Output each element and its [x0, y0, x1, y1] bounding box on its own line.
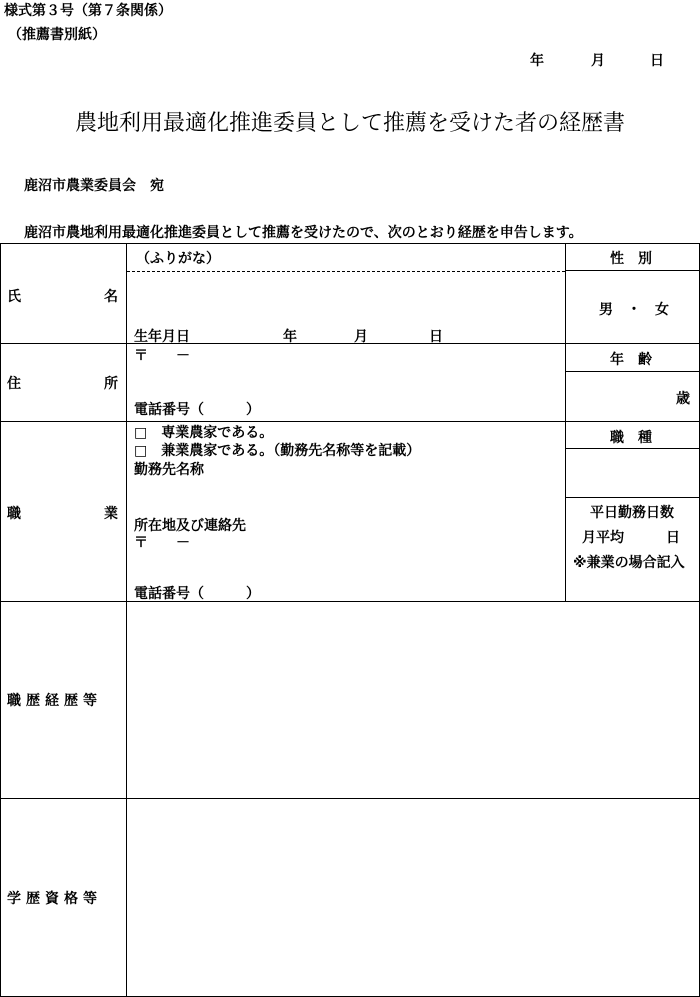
birth-day-label: 日 [429, 329, 443, 345]
rule [126, 243, 127, 997]
education-label: 学歴資格等 [7, 891, 102, 907]
age-header: 年 齢 [610, 352, 652, 368]
gender-header: 性 別 [610, 251, 652, 267]
rule [0, 243, 700, 244]
address-label-1: 住 [7, 376, 21, 392]
monthly-average: 月平均 日 [582, 530, 680, 546]
occupation-label-2: 業 [104, 506, 118, 522]
rule [0, 343, 700, 344]
address-label-2: 所 [104, 376, 118, 392]
parttime-note: ※兼業の場合記入 [573, 555, 685, 571]
rule [565, 371, 700, 372]
workplace-name-label: 勤務先名称 [134, 462, 204, 478]
name-label-2: 名 [104, 289, 118, 305]
rule [0, 421, 700, 422]
rule [565, 448, 700, 449]
rule [565, 497, 700, 498]
career-form-table [0, 243, 700, 997]
birthdate-label: 生年月日 [134, 329, 190, 345]
rule [565, 270, 700, 271]
date-month-label: 月 [591, 53, 605, 69]
document-title: 農地利用最適化推進委員として推薦を受けた者の経歴書 [74, 111, 625, 136]
attachment-label: （推薦書別紙） [8, 27, 106, 43]
workplace-phone: 電話番号（ ） [134, 586, 260, 602]
birth-month-label: 月 [354, 329, 368, 345]
declaration-text: 鹿沼市農地利用最適化推進委員として推薦を受けたので、次のとおり経歴を申告します。 [24, 225, 583, 241]
age-unit: 歳 [676, 391, 690, 407]
name-label-1: 氏 [7, 289, 21, 305]
furigana-label: （ふりがな） [136, 251, 220, 267]
rule [0, 243, 1, 997]
birth-year-label: 年 [283, 329, 297, 345]
addressee: 鹿沼市農業委員会 宛 [24, 178, 164, 194]
workplace-address-label: 所在地及び連絡先 [134, 518, 246, 534]
weekday-days-header: 平日勤務日数 [590, 505, 674, 521]
rule [0, 601, 700, 602]
gender-options: 男 ・ 女 [599, 302, 669, 318]
workplace-postal: 〒 － [134, 535, 190, 551]
rule [0, 798, 700, 799]
occupation-label-1: 職 [7, 506, 21, 522]
address-phone: 電話番号（ ） [134, 402, 260, 418]
furigana-divider [127, 271, 565, 272]
date-year-label: 年 [530, 53, 544, 69]
job-type-header: 職 種 [610, 430, 652, 446]
fulltime-farmer-option[interactable]: □ 専業農家である。 [134, 425, 274, 441]
parttime-farmer-option[interactable]: □ 兼業農家である。（勤務先名称等を記載） [134, 443, 421, 459]
address-postal: 〒 － [134, 348, 190, 364]
date-day-label: 日 [650, 53, 664, 69]
rule [565, 243, 566, 601]
form-number: 様式第３号（第７条関係） [4, 3, 172, 19]
career-label: 職歴経歴等 [7, 693, 102, 709]
